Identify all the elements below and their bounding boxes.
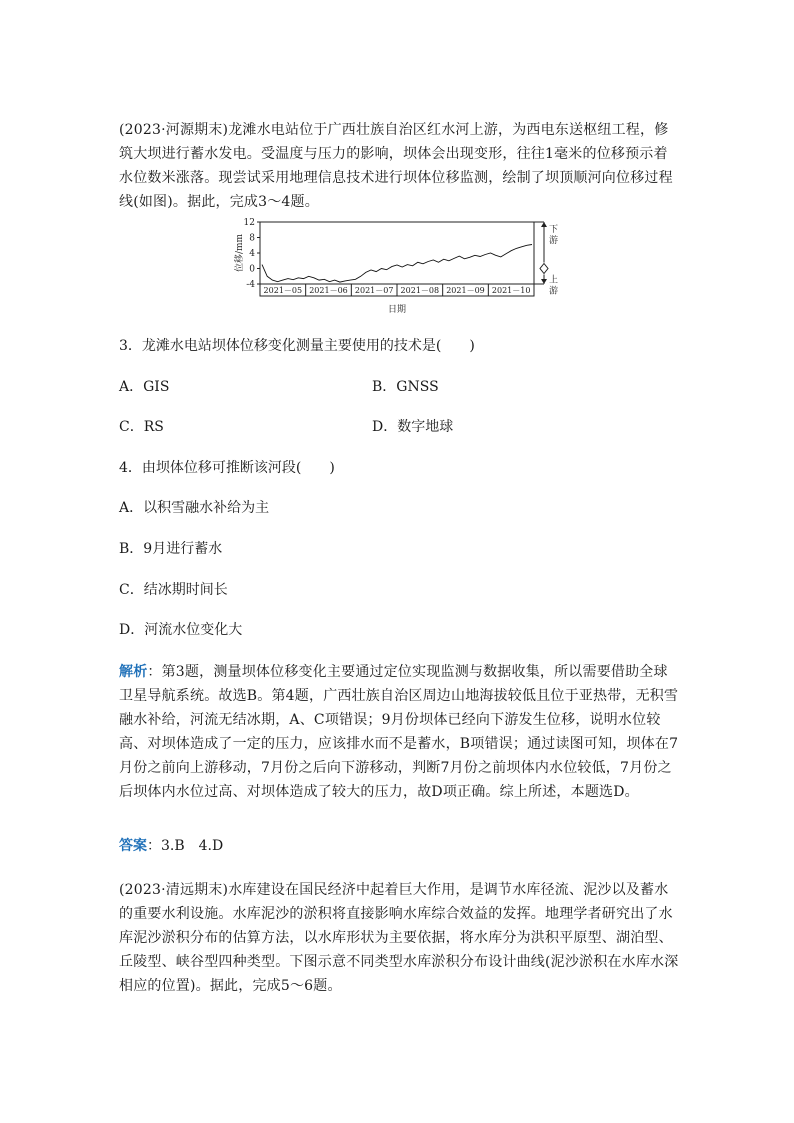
question-3-option-a: A．GIS: [119, 379, 170, 395]
plot-frame: [260, 222, 534, 284]
displacement-chart: [232, 214, 562, 318]
question-3-option-d: D．数字地球: [372, 419, 454, 435]
x-category-label: 2021－08: [400, 286, 440, 295]
question-3-option-c: C．RS: [119, 419, 164, 435]
y-tick-label: 12: [243, 218, 255, 228]
analysis-text: ：第3题，测量坝体位移变化主要通过定位实现监测与数据收集，所以需要借助全球卫星导航系统。故选B。第4题，广西壮族自治区周边山地海拔较低且位于亚热带，无积雪融水补给，河流无结冰期，A、C项错误；9月份坝体已经向下游发生位移，说明水位较高、对坝体造成了一定的压力，应该排水而不是蓄水，B项错误；通过读图可知，坝体在7月份之前向上游移动，7月份之后向下游移动，判断7月份之前坝体内水位较低，7月份之后坝体内水位过高、对坝体造成了较大的压力，故D项正确。综上所述，本题选D。: [119, 664, 679, 800]
displacement-series-line: [262, 245, 532, 283]
analysis-paragraph: [119, 660, 679, 804]
displacement-chart-svg: [232, 214, 562, 318]
answer-line: [119, 836, 223, 856]
analysis-label: 解析: [119, 664, 148, 680]
y-tick-label: 8: [249, 233, 255, 244]
right-label-downstream-char1: 下: [549, 225, 559, 235]
x-category-label: 2021－05: [263, 286, 303, 295]
intro-paragraph-1: (2023·河源期末)龙滩水电站位于广西壮族自治区红水河上游，为西电东送枢纽工程，修筑大坝进行蓄水发电。受温度与压力的影响，坝体会出现变形，往往1毫米的位移预示着水位数米涨落。现尝试采用地理信息技术进行坝体位移监测，绘制了坝顶顺河向位移过程线(如图)。据此，完成3～4题。: [119, 122, 673, 210]
question-4-option-d: D．河流水位变化大: [119, 622, 243, 638]
upstream-arrow-icon: [541, 279, 547, 284]
downstream-arrow-icon: [541, 222, 547, 227]
right-label-upstream-char1: 上: [549, 275, 559, 286]
x-axis-label: 日期: [387, 305, 407, 315]
question-4-option-a: A．以积雪融水补给为主: [119, 500, 270, 516]
answer-text: ：3.B 4.D: [147, 838, 224, 854]
question-4-option-b: B．9月进行蓄水: [119, 541, 223, 557]
y-axis-label: 位移/mm: [235, 233, 245, 273]
x-category-label: 2021－06: [309, 286, 348, 295]
question-3-stem: 3．龙滩水电站坝体位移变化测量主要使用的技术是( ): [119, 338, 475, 354]
answer-label: 答案: [119, 838, 147, 854]
right-label-upstream-char2: 游: [549, 286, 559, 297]
question-4-stem: 4．由坝体位移可推断该河段( ): [119, 460, 335, 476]
x-category-label: 2021－07: [354, 286, 394, 295]
intro-paragraph-2: (2023·清远期末)水库建设在国民经济中起着巨大作用，是调节水库径流、泥沙以及蓄水的重要水利设施。水库泥沙的淤积将直接影响水库综合效益的发挥。地理学者研究出了水库泥沙淤积分布的估算方法，以水库形状为主要依据，将水库分为洪积平原型、湖泊型、丘陵型、峡谷型四种类型。下图示意不同类型水库淤积分布设计曲线(泥沙淤积在水库水深相应的位置)。据此，完成5～6题。: [119, 882, 679, 994]
y-tick-label: 0: [249, 264, 255, 275]
y-tick-label: -4: [246, 280, 255, 290]
x-category-label: 2021－09: [446, 286, 485, 295]
right-label-downstream-char2: 游: [549, 236, 559, 246]
x-category-label: 2021－10: [491, 286, 531, 295]
origin-diamond-icon: [540, 264, 548, 274]
y-tick-label: 4: [249, 249, 255, 259]
question-3-option-b: B．GNSS: [372, 379, 439, 395]
question-4-option-c: C．结冰期时间长: [119, 582, 228, 598]
